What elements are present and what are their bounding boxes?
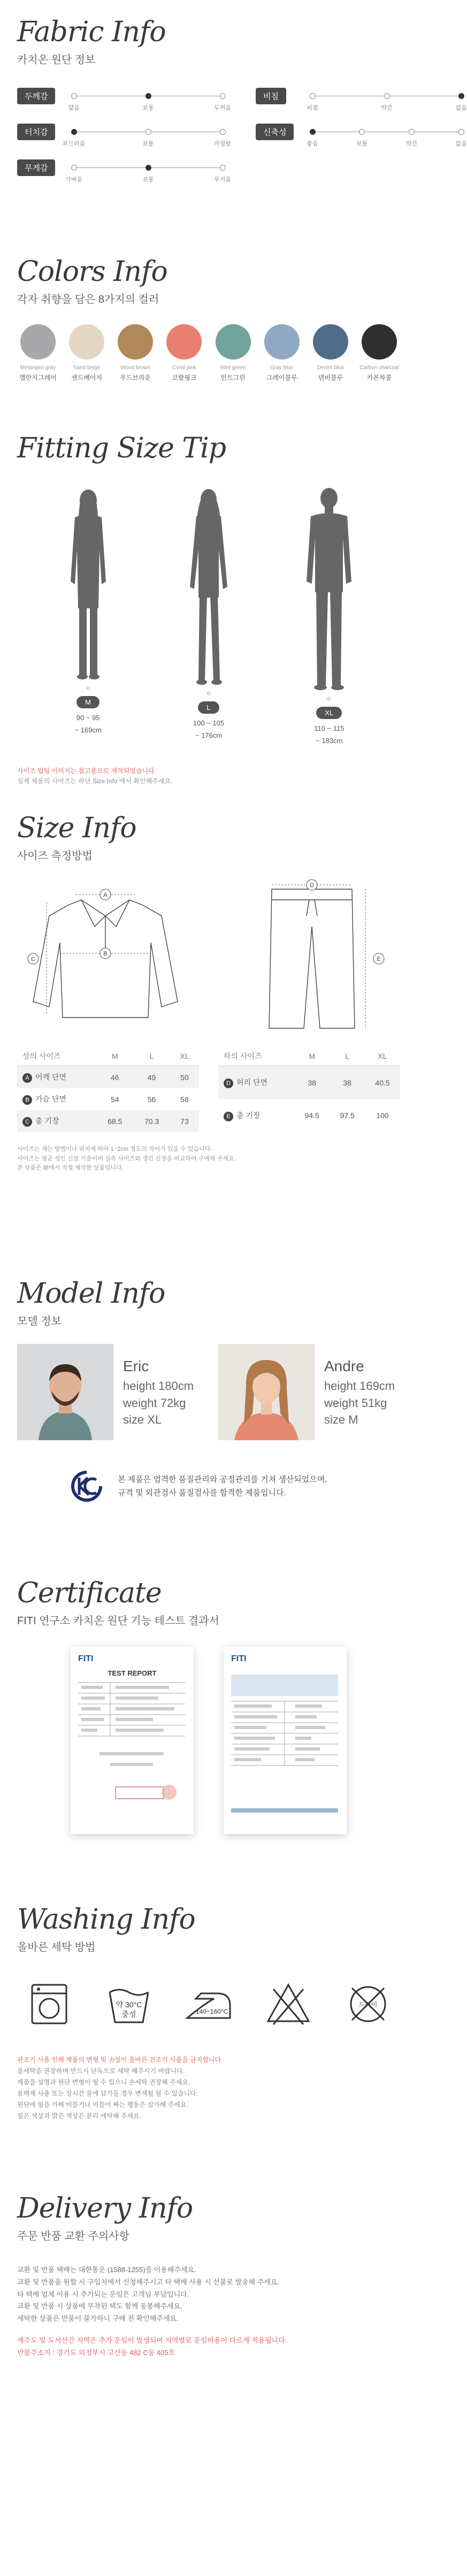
scale-option-label: 보통 — [142, 177, 154, 184]
scale-dot-selected — [458, 93, 464, 99]
scale-option-label: 부드러움 — [62, 141, 86, 148]
color-name-ko: 샌드베이지 — [71, 374, 103, 382]
washing-title: Washing Info — [17, 1904, 195, 1936]
table-header: 하의 사이즈 — [218, 1046, 294, 1066]
fabric-row-label: 두께감 — [17, 88, 55, 104]
scale-dot-selected — [310, 129, 316, 135]
table-row — [17, 1110, 199, 1132]
model-weight: weight 51kg — [324, 1396, 387, 1410]
measure-label: 허리 단면 — [236, 1078, 267, 1087]
scale-dot-selected — [146, 93, 151, 99]
delivery-subtitle: 주문 반품 교환 주의사항 — [17, 2230, 129, 2243]
dry-clean-label: 드라이 — [358, 2001, 378, 2009]
fabric-grid — [17, 88, 467, 184]
washing-note-red: 관조기 사용 인해 제품의 변형 및 손상이 올바른 건조기 사용을 금지합니다. — [17, 2056, 223, 2064]
bottom-size-table — [218, 1046, 400, 1132]
size-tables — [17, 1046, 400, 1132]
fitting-figure-xl — [281, 485, 377, 745]
size-note-line: 본 상품은 IB에서 직접 제작한 상품입니다. — [17, 1165, 124, 1172]
fitting-figures — [17, 485, 400, 745]
measure-value: 97.5 — [340, 1111, 355, 1120]
table-header: M — [294, 1046, 330, 1066]
scale-dot — [220, 93, 226, 99]
report-table-graphic — [231, 1664, 338, 1824]
scale-dot-selected — [71, 129, 77, 135]
washing-icon-list — [17, 1977, 400, 2031]
model-height: height 169cm — [324, 1379, 395, 1393]
scale-dot — [71, 93, 77, 99]
color-swatch — [359, 324, 399, 382]
size-height: ~ 169cm — [74, 726, 102, 735]
color-swatch-list — [17, 324, 400, 382]
measure-label: 총 기장 — [236, 1111, 261, 1120]
color-circle — [216, 324, 251, 360]
fabric-row — [17, 124, 231, 148]
svg-text:B: B — [103, 951, 108, 958]
color-name-ko: 우드브라운 — [120, 374, 151, 382]
size-height: ~ 183cm — [316, 737, 343, 745]
color-name-en: Sand beige — [73, 365, 101, 371]
certificate-documents — [17, 1647, 400, 1834]
scale-option-label: 약간 — [381, 105, 393, 112]
washing-note-line: 물세탁을 권장하며 반드시 단독으로 세탁 해주시기 바랍니다. — [17, 2067, 185, 2075]
measure-value: 40.5 — [365, 1066, 400, 1099]
fabric-scale — [62, 127, 231, 148]
measure-badge: A — [22, 1073, 32, 1083]
size-tag: XL — [316, 707, 342, 719]
fitting-size-section — [0, 423, 417, 802]
woman-silhouette-icon — [59, 485, 118, 683]
kc-line: 규격 및 외관검사 품질검사를 합격한 제품입니다. — [118, 1488, 286, 1498]
scale-option-label: 무거움 — [214, 177, 231, 184]
svg-text:C: C — [31, 956, 35, 963]
measure-name — [17, 1088, 96, 1110]
fabric-row — [17, 159, 231, 184]
table-row — [17, 1088, 199, 1110]
fabric-info-section — [0, 0, 467, 251]
scale-option-label: 없음 — [455, 141, 467, 148]
table-header: 상의 사이즈 — [17, 1046, 96, 1066]
measure-label: 어깨 단면 — [35, 1073, 66, 1082]
size-range: 90 ~ 95 — [76, 714, 100, 722]
delivery-info-section — [0, 2188, 417, 2466]
color-circle — [264, 324, 300, 360]
delivery-note-line: 교환 및 반품 택배는 대한통운 (1588-1255)를 이용해주세요. — [17, 2266, 196, 2274]
color-name-ko: 멜란지그레이 — [19, 374, 57, 382]
measure-label: 총 기장 — [35, 1117, 59, 1126]
measure-value: 68.5 — [96, 1110, 133, 1132]
measure-label: 가슴 단면 — [35, 1095, 66, 1104]
kc-certification — [17, 1470, 400, 1502]
measure-name — [218, 1099, 294, 1132]
fabric-scale — [307, 127, 467, 148]
certificate-subtitle: FITI 연구소 카치온 원단 기능 테스트 결과서 — [17, 1615, 220, 1627]
fabric-row — [256, 88, 467, 112]
color-name-en: Melangen gray — [20, 365, 56, 371]
separator-dot — [327, 697, 331, 700]
scale-option-label: 약간 — [405, 141, 417, 148]
top-size-table — [17, 1046, 199, 1132]
model-name: Eric — [123, 1358, 149, 1375]
scale-dot — [220, 129, 226, 135]
model-height: height 180cm — [123, 1379, 194, 1393]
top-garment-diagram — [17, 878, 194, 1034]
scale-option-label: 비침 — [307, 105, 318, 112]
size-range: 110 ~ 115 — [314, 724, 344, 733]
color-name-ko: 민트그린 — [220, 374, 246, 382]
kc-line: 본 제품은 엄격한 품질관리와 공정관리를 거쳐 생산되었으며, — [118, 1474, 327, 1484]
table-header: L — [330, 1046, 365, 1066]
measure-name — [17, 1066, 96, 1089]
table-row — [17, 1066, 199, 1089]
delivery-notes — [17, 2264, 400, 2359]
washing-notes — [17, 2054, 400, 2122]
color-circle — [166, 324, 202, 360]
fitting-figure-l — [160, 485, 257, 745]
scale-option-label: 보통 — [142, 105, 154, 112]
model-card-eric — [17, 1344, 199, 1440]
separator-dot — [87, 686, 90, 690]
fabric-row-label: 무게감 — [17, 159, 55, 176]
model-details — [123, 1356, 194, 1428]
washing-note-line: 제품을 설명과 원단 변형이 될 수 있으니 손세탁 권장해 주세요. — [17, 2078, 190, 2086]
fabric-row-label: 비침 — [256, 88, 286, 104]
size-tag: L — [198, 701, 219, 714]
table-row — [218, 1099, 400, 1132]
report-table-graphic — [78, 1677, 185, 1822]
fabric-scale — [65, 163, 231, 184]
colors-subtitle: 각자 취향을 담은 8가지의 컬러 — [17, 294, 159, 306]
color-swatch — [116, 324, 155, 382]
delivery-title: Delivery Info — [17, 2192, 193, 2225]
model-details — [324, 1356, 395, 1428]
model-size: size M — [324, 1413, 358, 1427]
fiti-logo: FITI — [231, 1654, 247, 1664]
table-header: L — [133, 1046, 170, 1066]
color-name-ko: 카본차콜 — [366, 374, 392, 382]
svg-text:E: E — [377, 956, 381, 963]
size-note-line: 사이즈는 평균 성인 신장 기준이며 실측 사이즈와 생긴 신장을 비교하여 구매해 주세요. — [17, 1155, 236, 1162]
scale-dot — [458, 129, 464, 135]
washing-note-line: 표백제 사용 또는 장시간 물에 담가둘 경우 변색될 될 수 있습니다. — [17, 2090, 198, 2098]
svg-text:A: A — [103, 892, 108, 899]
color-swatch — [18, 324, 58, 382]
scale-dot — [384, 93, 390, 99]
table-header: XL — [365, 1046, 400, 1066]
scale-dot — [409, 129, 415, 135]
delivery-note-line: 교환 및 반품 시 상품에 부착된 택도 함께 동봉해주세요. — [17, 2302, 182, 2311]
scale-option-label: 없음 — [455, 105, 467, 112]
separator-dot — [207, 692, 210, 695]
wash-temp-label: 약 30°C — [116, 2000, 142, 2009]
size-height: ~ 176cm — [195, 731, 223, 740]
measure-badge: D — [224, 1079, 233, 1088]
delivery-note-line: 세탁한 상품은 반품이 불가하니 구매 전 확인해주세요. — [17, 2314, 179, 2323]
table-header: M — [96, 1046, 133, 1066]
delivery-note-line: 타 택배 업체 이용 시 추가되는 운임은 고객님 부담입니다. — [17, 2290, 189, 2298]
fabric-row — [17, 88, 231, 112]
scale-dot — [310, 93, 316, 99]
colors-title: Colors Info — [17, 256, 167, 288]
fabric-row-label: 터치감 — [17, 124, 55, 140]
measure-value: 58 — [180, 1095, 189, 1104]
color-name-ko: 그레이블루 — [266, 374, 297, 382]
color-name-ko: 코랄핑크 — [172, 374, 197, 382]
size-note-line: 사이즈는 재는 방법이나 위치에 따라 1~2cm 정도의 차이가 있을 수 있습니다. — [17, 1146, 212, 1153]
model-size: size XL — [123, 1413, 162, 1427]
woman-silhouette-icon — [179, 485, 238, 689]
scale-option-label: 보통 — [142, 141, 154, 148]
fabric-row-label: 신축성 — [256, 124, 294, 140]
scale-option-label: 두꺼움 — [214, 105, 231, 112]
fitting-notice-red: 사이즈 팁팅 이미지는 참고용으로 제작되었습니다. — [17, 767, 157, 775]
color-name-en: Denim blue — [317, 365, 344, 371]
scale-option-label: 얇음 — [68, 105, 80, 112]
measure-value: 73 — [170, 1110, 199, 1132]
table-header: XL — [170, 1046, 199, 1066]
fitting-notice-grey: 실제 제품의 사이즈는 하단 Size Info 에서 확인해주세요. — [17, 777, 173, 785]
washing-subtitle: 올바른 세탁 방법 — [17, 1941, 96, 1954]
measure-badge: B — [22, 1095, 32, 1105]
color-swatch — [311, 324, 350, 382]
washing-note-line: 원단에 힘을 가해 비틀거나 비틀어 짜는 행동은 삼가해 주세요. — [17, 2101, 188, 2109]
color-name-en: Gray blue — [270, 365, 294, 371]
fabric-subtitle: 카치온 원단 정보 — [17, 54, 96, 66]
fabric-scale — [307, 91, 467, 112]
fitting-notice — [17, 766, 400, 786]
measure-badge: E — [224, 1112, 233, 1121]
color-name-en: Carbon charcoal — [359, 365, 399, 371]
avatar — [218, 1344, 315, 1440]
kc-text — [118, 1473, 327, 1500]
fabric-scale — [68, 91, 231, 112]
measure-value: 38 — [330, 1066, 365, 1099]
kc-mark-icon — [71, 1470, 103, 1502]
size-title: Size Info — [17, 812, 136, 844]
size-range: 100 ~ 105 — [193, 719, 225, 728]
color-circle — [118, 324, 153, 360]
no-bleach-icon — [262, 1977, 315, 2031]
delivery-note-line: 교환 및 반품을 원할 시 구입처에서 신청해주시고 타 택배 사용 시 선불로 발송해 주세요. — [17, 2277, 280, 2286]
iron-icon — [182, 1977, 235, 2031]
test-report-page-2 — [224, 1647, 347, 1834]
washing-note-line: 짙은 색상과 밝은 색상은 분리 세탁해 주세요. — [17, 2112, 141, 2120]
color-name-en: Mint green — [220, 365, 246, 371]
man-silhouette-icon — [297, 485, 361, 694]
no-dry-clean-icon — [341, 1977, 395, 2031]
iron-temp-label: 140~160°C — [195, 2008, 228, 2016]
scale-option-label: 가벼움 — [65, 177, 82, 184]
scale-dot — [220, 165, 226, 171]
garment-diagrams — [17, 878, 400, 1034]
model-name: Andre — [324, 1358, 364, 1375]
measure-value: 94.5 — [304, 1111, 319, 1120]
model-list — [17, 1344, 400, 1440]
color-name-en: Wood brown — [120, 365, 151, 371]
model-weight: weight 72kg — [123, 1396, 186, 1410]
model-info-section — [0, 1273, 417, 1573]
color-swatch — [213, 324, 253, 382]
measure-value: 50 — [170, 1066, 199, 1089]
measure-value: 46 — [96, 1066, 133, 1089]
model-title: Model Info — [17, 1278, 165, 1310]
measure-badge: C — [22, 1117, 32, 1127]
fabric-row — [256, 124, 467, 148]
model-card-andre — [218, 1344, 400, 1440]
color-circle — [20, 324, 56, 360]
measure-name — [17, 1110, 96, 1132]
color-swatch — [262, 324, 302, 382]
report-heading: TEST REPORT — [108, 1669, 157, 1678]
scale-dot — [71, 165, 77, 171]
color-circle — [362, 324, 397, 360]
size-info-section — [0, 802, 417, 1273]
fabric-title: Fabric Info — [17, 16, 166, 48]
measure-value: 49 — [133, 1066, 170, 1089]
color-name-en: Coral pink — [172, 365, 196, 371]
hand-wash-30-icon — [102, 1977, 156, 2031]
table-row — [218, 1066, 400, 1099]
measure-value: 56 — [147, 1095, 156, 1104]
washing-machine-icon — [22, 1977, 76, 2031]
scale-dot — [359, 129, 365, 135]
certificate-title: Certificate — [17, 1577, 162, 1609]
color-swatch — [164, 324, 204, 382]
scale-option-label: 보통 — [356, 141, 368, 148]
size-tag: M — [76, 696, 99, 708]
size-notes — [17, 1145, 400, 1173]
washing-info-section — [0, 1899, 417, 2188]
delivery-note-red: 제주도 및 도서산간 지역은 추가 운임이 발생되며 지역별로 운임비용이 다르게 적용됩니다. — [17, 2336, 287, 2344]
model-subtitle: 모델 정보 — [17, 1316, 62, 1328]
fiti-logo: FITI — [78, 1654, 94, 1664]
measure-value: 70.3 — [133, 1110, 170, 1132]
fitting-title: Fitting Size Tip — [17, 432, 226, 464]
test-report-page-1 — [71, 1647, 194, 1834]
scale-option-label: 까칠함 — [214, 141, 231, 148]
return-address: 반품주소지 : 경기도 의정부시 고산동 482 C동 405호 — [17, 2348, 175, 2357]
colors-info-section — [0, 251, 417, 423]
wash-neutral-label: 중성 — [121, 2010, 136, 2019]
bottom-garment-diagram — [224, 878, 400, 1034]
color-name-ko: 덴비블루 — [318, 374, 343, 382]
color-circle — [69, 324, 104, 360]
scale-option-label: 좋음 — [307, 141, 318, 148]
measure-value: 54 — [111, 1095, 119, 1104]
measure-value: 100 — [376, 1111, 389, 1120]
scale-dot — [146, 129, 151, 135]
color-swatch — [67, 324, 106, 382]
avatar — [17, 1344, 113, 1440]
certificate-section — [0, 1573, 417, 1899]
scale-dot-selected — [146, 165, 151, 171]
fitting-figure-m — [40, 485, 136, 745]
measure-value: 38 — [294, 1066, 330, 1099]
svg-text:D: D — [310, 882, 314, 889]
color-circle — [313, 324, 348, 360]
measure-name — [218, 1066, 294, 1099]
size-subtitle: 사이즈 측정방법 — [17, 850, 93, 862]
